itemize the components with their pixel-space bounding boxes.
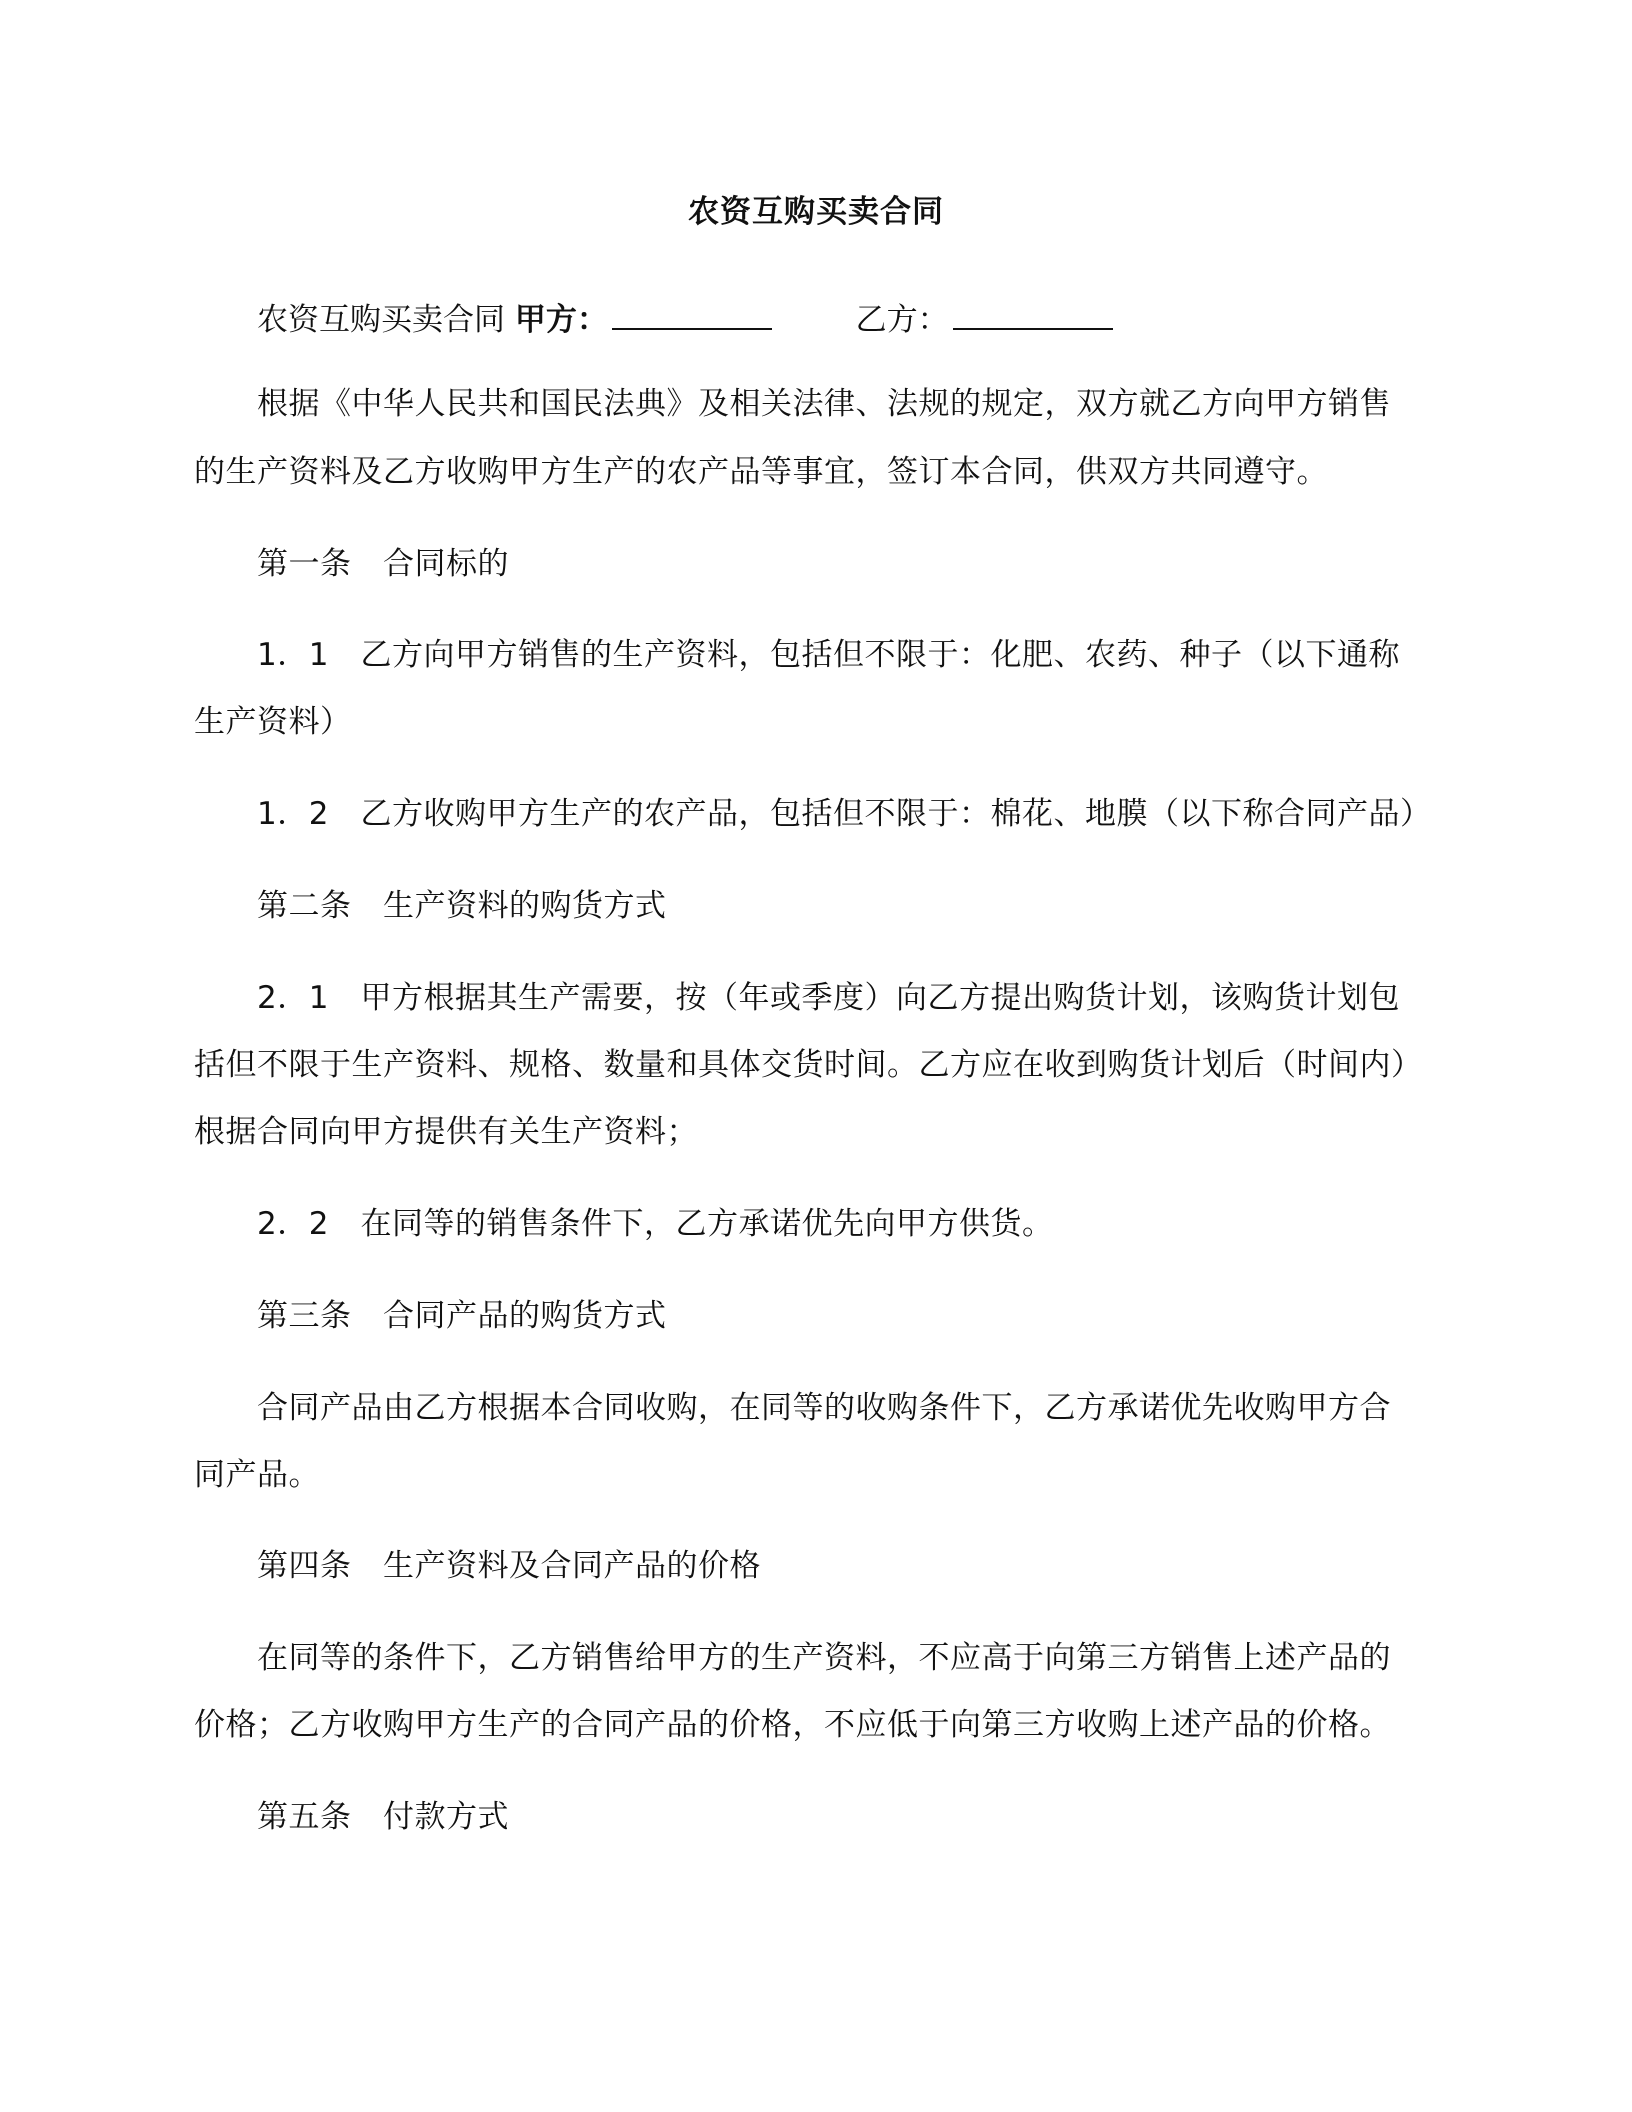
article-4-body-line-1: 在同等的条件下，乙方销售给甲方的生产资料，不应高于向第三方销售上述产品的 (257, 1640, 1391, 1676)
article-3-body-line-1: 合同产品由乙方根据本合同收购，在同等的收购条件下，乙方承诺优先收购甲方合 (257, 1390, 1391, 1426)
document-title: 农资互购买卖合同 (688, 194, 944, 230)
clause-1-1-line-1: 1．1 乙方向甲方销售的生产资料，包括但不限于：化肥、农药、种子（以下通称 (257, 637, 1400, 673)
article-4-body-line-2: 价格；乙方收购甲方生产的合同产品的价格，不应低于向第三方收购上述产品的价格。 (194, 1707, 1391, 1743)
article-3-body-line-2: 同产品。 (194, 1457, 320, 1493)
party-line-prefix: 农资互购买卖合同 (257, 302, 505, 338)
clause-2-2: 2．2 在同等的销售条件下，乙方承诺优先向甲方供货。 (257, 1206, 1054, 1242)
clause-2-1-line-3: 根据合同向甲方提供有关生产资料； (194, 1114, 698, 1150)
party-a-label: 甲方： (514, 302, 608, 338)
clause-1-1-line-2: 生产资料） (194, 704, 352, 740)
party-line (257, 296, 1113, 344)
article-5-heading: 第五条 付款方式 (257, 1799, 509, 1835)
article-4-heading: 第四条 生产资料及合同产品的价格 (257, 1548, 761, 1584)
clause-2-1-line-1: 2．1 甲方根据其生产需要，按（年或季度）向乙方提出购货计划，该购货计划包 (257, 980, 1400, 1016)
article-1-heading: 第一条 合同标的 (257, 546, 509, 582)
preamble-line-1: 根据《中华人民共和国民法典》及相关法律、法规的规定，双方就乙方向甲方销售 (257, 386, 1391, 422)
article-3-heading: 第三条 合同产品的购货方式 (257, 1298, 667, 1334)
article-2-heading: 第二条 生产资料的购货方式 (257, 888, 667, 924)
clause-2-1-line-2: 括但不限于生产资料、规格、数量和具体交货时间。乙方应在收到购货计划后（时间内） (194, 1047, 1423, 1083)
party-b-label: 乙方： (855, 302, 949, 338)
preamble-line-2: 的生产资料及乙方收购甲方生产的农产品等事宜，签订本合同，供双方共同遵守。 (194, 454, 1328, 490)
party-b-blank (953, 298, 1113, 330)
clause-1-2: 1．2 乙方收购甲方生产的农产品，包括但不限于：棉花、地膜（以下称合同产品） (257, 796, 1432, 832)
party-a-blank (612, 298, 772, 330)
